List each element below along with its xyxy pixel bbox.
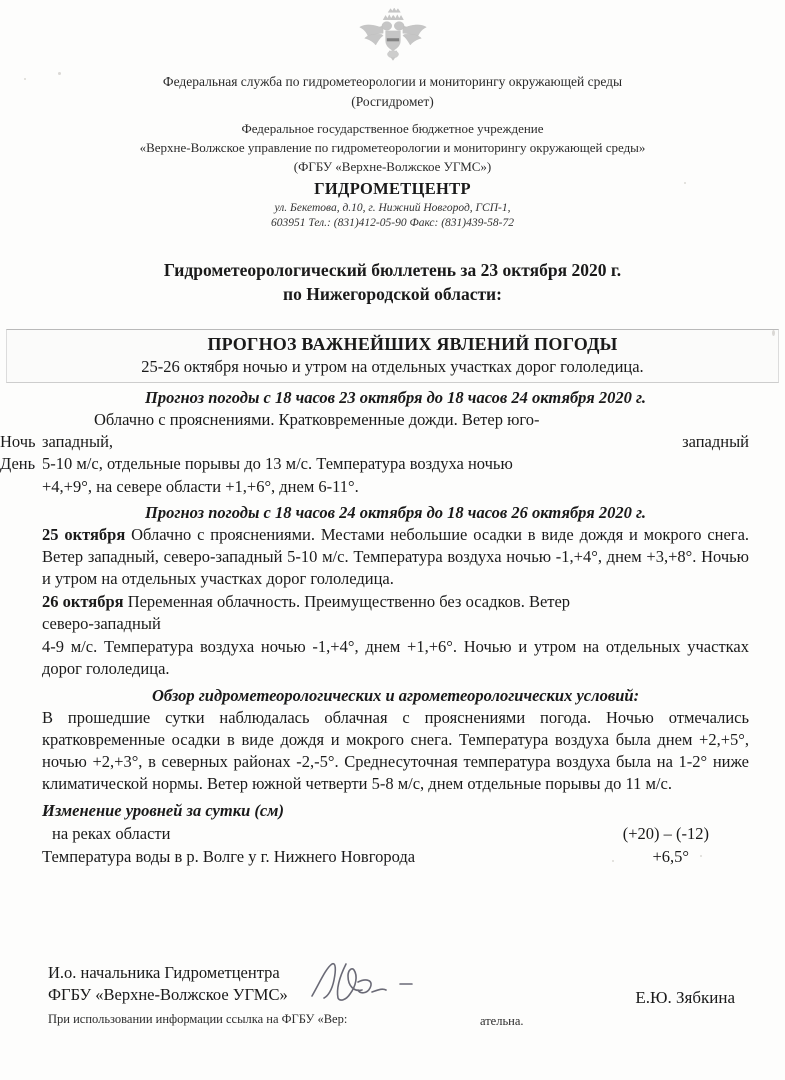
footer-fragment: ательна. bbox=[480, 1014, 524, 1028]
oct25-label: 25 октября bbox=[42, 525, 126, 545]
oct26-label: 26 октября bbox=[42, 591, 124, 611]
forecast-1-night-row bbox=[0, 431, 749, 453]
signatory-position-line-2: ФГБУ «Верхне-Волжское УГМС» bbox=[48, 985, 288, 1005]
agency-line-2: (Росгидромет) bbox=[351, 93, 434, 109]
review-text: В прошедшие сутки наблюдалась облачная с прояснениями погода. Ночью отмечались кратковременные осадки в виде дождя и мокрого снега. Температура воздуха была днем +2,+5°, ночью +2,+3°, в северных районах -2,-5°. Среднесуточная температура воздуха была на 1-2° ниже климатической нормы. Ветер южной четверти 5-8 м/с, днем отдельные порывы до 11 м/с. bbox=[42, 708, 749, 793]
forecast-2-heading: Прогноз погоды с 18 часов 24 октября до 18 часов 26 октября 2020 г. bbox=[145, 502, 646, 522]
oct26-text-line-2: северо-западный bbox=[42, 614, 161, 634]
address-line-2: 603951 Тел.: (831)412-05-90 Факс: (831)439-58-72 bbox=[270, 217, 515, 230]
spacer bbox=[0, 111, 785, 120]
signature-mark-container bbox=[288, 962, 636, 1016]
forecast-1-line-4: +4,+9°, на севере области +1,+6°, днем 6-11°. bbox=[42, 476, 359, 496]
address-line-1: ул. Бекетова, д.10, г. Нижний Новгород, ГСП-1, bbox=[274, 201, 511, 214]
russian-double-headed-eagle-emblem bbox=[356, 6, 430, 68]
scan-speck bbox=[700, 855, 702, 857]
scan-speck bbox=[612, 860, 614, 862]
footer-note: При использовании информации ссылка на ФГБУ «Вер: bbox=[48, 1012, 348, 1026]
forecast-1-right-word: западный bbox=[682, 432, 749, 452]
levels-row-water-temp bbox=[42, 846, 749, 868]
handwritten-signature bbox=[306, 956, 426, 1006]
agency-line-5: (ФГБУ «Верхне-Волжское УГМС») bbox=[293, 158, 492, 174]
forecast-oct25-paragraph bbox=[42, 524, 749, 589]
forecast-1-heading: Прогноз погоды с 18 часов 23 октября до 18 часов 24 октября 2020 г. bbox=[145, 387, 646, 407]
signatory-position-line-1: И.о. начальника Гидрометцентра bbox=[48, 963, 280, 982]
scan-speck bbox=[772, 330, 775, 336]
signatory-name: Е.Ю. Зябкина bbox=[635, 988, 735, 1007]
bulletin-title-line-2: по Нижегородской области: bbox=[283, 284, 502, 305]
address-block bbox=[0, 201, 785, 232]
bulletin-title-line-1: Гидрометеорологический бюллетень за 23 октября 2020 г. bbox=[163, 259, 622, 280]
signature-block bbox=[0, 962, 785, 1016]
forecast-1-day-row bbox=[0, 453, 749, 475]
levels-row-rivers bbox=[42, 823, 749, 845]
levels-row-1-value: (+20) – (-12) bbox=[622, 824, 709, 844]
forecast-1-line-1: Облачно с прояснениями. Кратковременные дожди. Ветер юго- bbox=[94, 410, 540, 430]
scan-speck bbox=[58, 72, 61, 75]
night-label: Ночь bbox=[0, 432, 36, 452]
agency-line-1: Федеральная служба по гидрометеорологии и мониторингу окружающей среды bbox=[162, 74, 623, 89]
forecast-1-line-3: 5-10 м/с, отдельные порывы до 13 м/с. Температура воздуха ночью bbox=[42, 453, 513, 473]
day-label: День bbox=[0, 453, 36, 473]
organization-header bbox=[0, 72, 785, 177]
important-weather-warning-box bbox=[6, 329, 779, 383]
signatory-position bbox=[48, 962, 288, 1007]
agency-line-3: Федеральное государственное бюджетное учреждение bbox=[241, 121, 544, 137]
forecast-oct26-line-1 bbox=[42, 591, 749, 613]
oct26-text-line-3: 4-9 м/с. Температура воздуха ночью -1,+4°, днем +1,+6°. Ночью и утром на отдельных участках дорог гололедица. bbox=[42, 637, 749, 678]
oct26-text-line-1: Переменная облачность. Преимущественно без осадков. Ветер bbox=[127, 591, 571, 611]
forecast-1-line-2: западный, bbox=[42, 432, 114, 452]
levels-row-2-value: +6,5° bbox=[652, 847, 689, 866]
levels-row-2-label: Температура воды в р. Волге у г. Нижнего Новгорода bbox=[42, 847, 416, 866]
warning-title: ПРОГНОЗ ВАЖНЕЙШИХ ЯВЛЕНИЙ ПОГОДЫ bbox=[207, 333, 618, 354]
scan-speck bbox=[24, 78, 26, 80]
warning-text: 25-26 октября ночью и утром на отдельных участках дорог гололедица. bbox=[141, 356, 644, 376]
review-heading: Обзор гидрометеорологических и агрометеорологических условий: bbox=[151, 685, 640, 705]
center-name: ГИДРОМЕТЦЕНТР bbox=[314, 178, 471, 198]
levels-row-1-label: на реках области bbox=[52, 824, 171, 844]
document-body bbox=[0, 387, 785, 868]
emblem-container bbox=[0, 0, 785, 72]
levels-heading: Изменение уровней за сутки (см) bbox=[42, 801, 284, 821]
agency-line-4: «Верхне-Волжское управление по гидрометеорологии и мониторингу окружающей среды» bbox=[139, 139, 646, 155]
scan-speck bbox=[684, 182, 686, 184]
page-title bbox=[0, 258, 785, 307]
oct25-text: Облачно с прояснениями. Местами небольшие осадки в виде дождя и мокрого снега. Ветер западный, северо-западный 5-10 м/с. Температура воздуха ночью -1,+4°, днем +3,+8°. Ночью и утром на отдельных участках дорог гололедица. bbox=[42, 525, 750, 588]
